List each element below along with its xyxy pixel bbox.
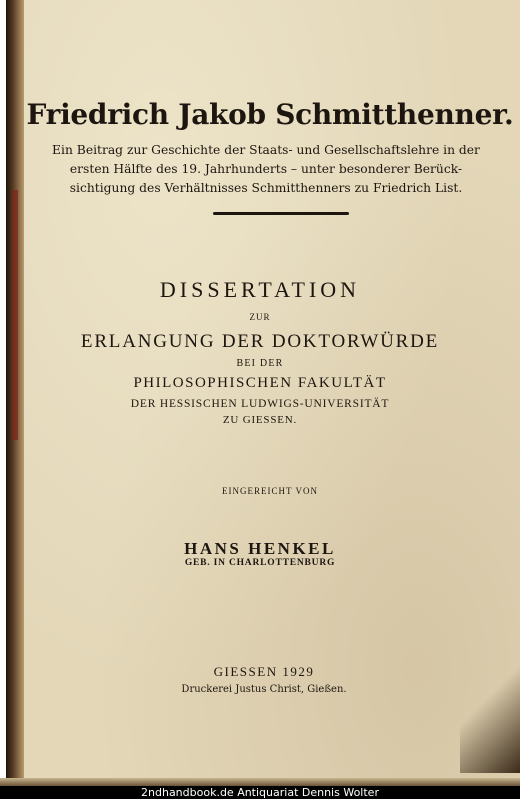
author-birthplace: GEB. IN CHARLOTTENBURG xyxy=(184,558,336,568)
divider-rule xyxy=(213,212,349,215)
page-bottom-edge xyxy=(0,778,520,786)
watermark-bar: 2ndhandbook.de Antiquariat Dennis Wolter xyxy=(0,786,520,799)
city-text: ZU GIESSEN. xyxy=(222,414,298,426)
university-text: DER HESSISCHEN LUDWIGS-UNIVERSITÄT xyxy=(130,398,390,410)
subtitle-line-2: ersten Hälfte des 19. Jahrhunderts – unter besonderer Berück- xyxy=(69,162,463,176)
document-title: Friedrich Jakob Schmitthenner. xyxy=(26,98,514,131)
subtitle-line-3: sichtigung des Verhältnisses Schmitthenners zu Friedrich List. xyxy=(69,181,463,195)
erlangung-text: ERLANGUNG DER DOKTORWÜRDE xyxy=(80,331,440,352)
place-year: GIESSEN 1929 xyxy=(213,664,315,679)
zur-text: ZUR xyxy=(249,312,271,322)
dissertation-heading: DISSERTATION xyxy=(159,277,361,302)
author-name: HANS HENKEL xyxy=(184,539,336,558)
bei-der-text: BEI DER xyxy=(236,358,284,369)
subtitle-line-1: Ein Beitrag zur Geschichte der Staats- und Gesellschaftslehre in der xyxy=(52,143,480,157)
faculty-text: PHILOSOPHISCHEN FAKULTÄT xyxy=(133,375,387,391)
submitted-by-text: EINGEREICHT VON xyxy=(222,486,318,496)
printer-imprint: Druckerei Justus Christ, Gießen. xyxy=(181,684,347,695)
